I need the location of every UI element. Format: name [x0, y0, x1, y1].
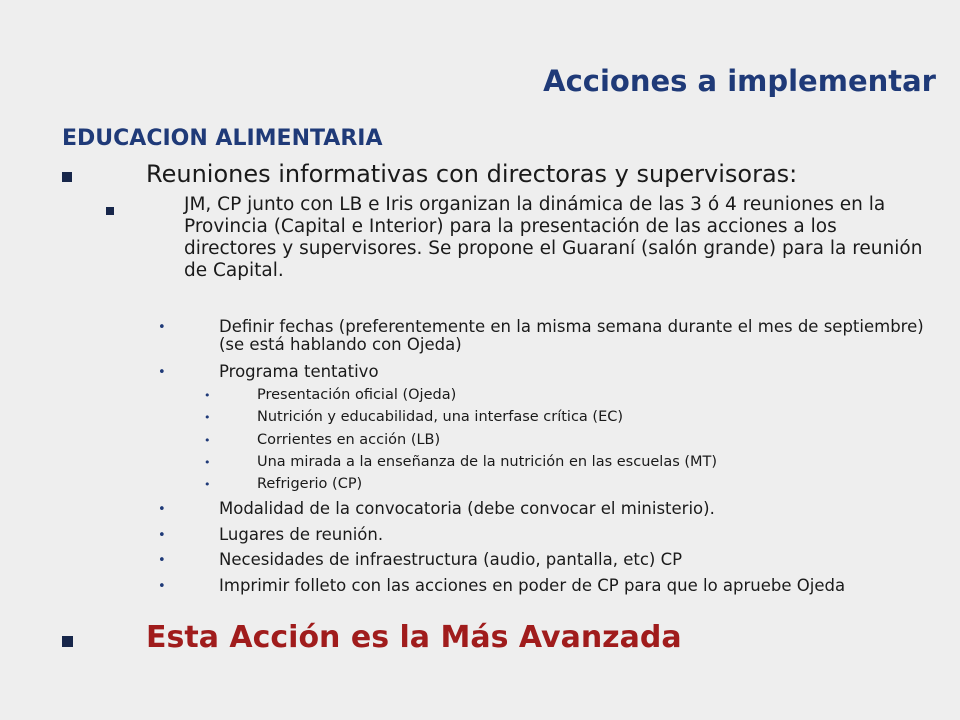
program-item: Corrientes en acción (LB)	[257, 432, 441, 448]
program-item: Presentación oficial (Ojeda)	[257, 387, 457, 403]
bullet-item-meetings: Reuniones informativas con directoras y supervisoras:	[146, 160, 798, 188]
dot-bullet-icon: •	[204, 456, 211, 469]
slide-title: Acciones a implementar	[543, 64, 936, 98]
list-item-infrastructure: Necesidades de infraestructura (audio, pantalla, etc) CP	[219, 550, 683, 569]
list-item-brochure: Imprimir folleto con las acciones en poder de CP para que lo apruebe Ojeda	[219, 576, 846, 595]
square-bullet-icon	[106, 207, 114, 215]
square-bullet-icon	[62, 636, 73, 647]
list-item-convocation: Modalidad de la convocatoria (debe convocar el ministerio).	[219, 499, 715, 518]
bullet-item-organization: JM, CP junto con LB e Iris organizan la dinámica de las 3 ó 4 reuniones en la Provincia (Capital e Interior) para la presentación de las acciones a los directores y supervisores. Se propone el Guaraní (salón grande) para la reunión de Capital.	[184, 194, 923, 281]
list-item-dates: Definir fechas (preferentemente en la misma semana durante el mes de septiembre)(se está hablando con Ojeda)	[219, 317, 924, 354]
list-item-program: Programa tentativo	[219, 362, 379, 381]
dot-bullet-icon: •	[158, 365, 166, 380]
dot-bullet-icon: •	[158, 528, 166, 543]
dot-bullet-icon: •	[204, 434, 211, 447]
dot-bullet-icon: •	[158, 320, 166, 335]
dot-bullet-icon: •	[204, 411, 211, 424]
dot-bullet-icon: •	[204, 478, 211, 491]
dot-bullet-icon: •	[158, 579, 166, 594]
section-heading: EDUCACION ALIMENTARIA	[62, 126, 383, 151]
program-item: Una mirada a la enseñanza de la nutrición en las escuelas (MT)	[257, 454, 718, 470]
dot-bullet-icon: •	[158, 553, 166, 568]
list-item-venues: Lugares de reunión.	[219, 525, 384, 544]
program-item: Nutrición y educabilidad, una interfase crítica (EC)	[257, 409, 624, 425]
dot-bullet-icon: •	[204, 389, 211, 402]
highlight-item: Esta Acción es la Más Avanzada	[146, 620, 682, 655]
square-bullet-icon	[62, 172, 72, 182]
dot-bullet-icon: •	[158, 502, 166, 517]
program-item: Refrigerio (CP)	[257, 476, 363, 492]
